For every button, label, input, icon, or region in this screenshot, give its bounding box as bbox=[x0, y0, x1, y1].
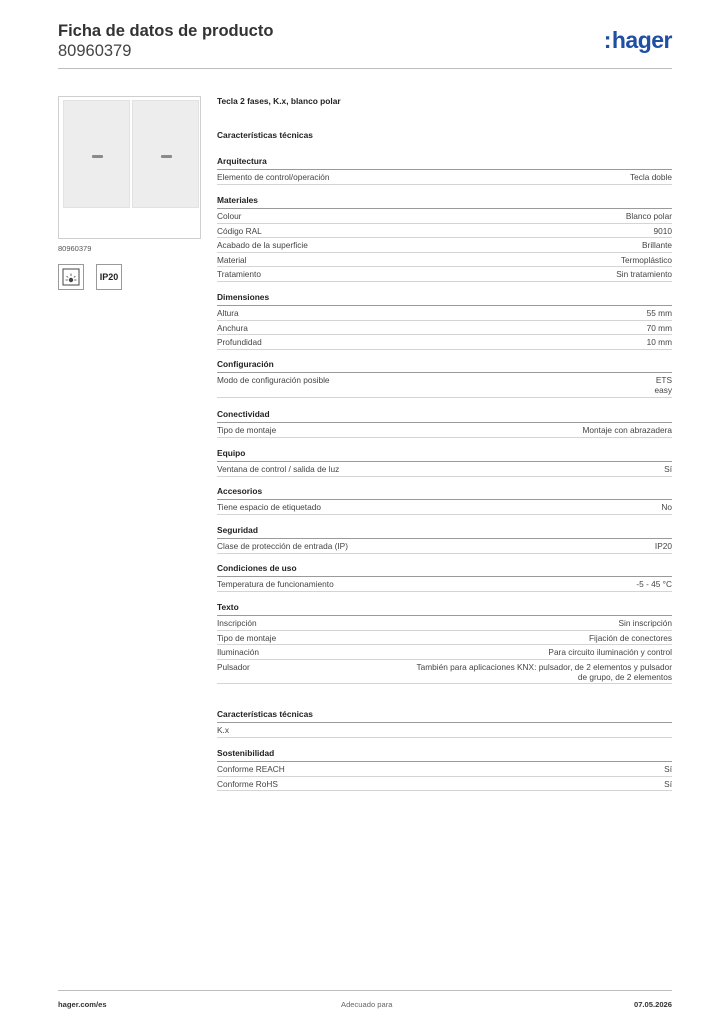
footer-date: 07.05.2026 bbox=[633, 1000, 672, 1009]
footer-website: hager.com/es bbox=[58, 1000, 107, 1009]
spec-value-line: Para circuito iluminación y control bbox=[548, 647, 672, 657]
spec-value-line: IP20 bbox=[654, 541, 672, 551]
spec-row bbox=[217, 462, 672, 477]
spec-label: Inscripción bbox=[217, 618, 257, 628]
spec-label: Pulsador bbox=[217, 661, 250, 672]
product-title: Tecla 2 fases, K.x, blanco polar bbox=[217, 96, 341, 106]
spec-row bbox=[217, 777, 672, 792]
spec-row bbox=[217, 335, 672, 350]
section-title: Condiciones de uso bbox=[217, 563, 672, 577]
spec-value bbox=[286, 779, 672, 789]
page-header bbox=[58, 21, 672, 69]
spec-value bbox=[249, 211, 672, 221]
spec-row bbox=[217, 267, 672, 282]
spec-row bbox=[217, 577, 672, 592]
image-caption: 80960379 bbox=[58, 244, 92, 253]
page-footer bbox=[58, 990, 672, 1014]
spec-row bbox=[217, 209, 672, 224]
light-window-icon-graphic bbox=[59, 265, 83, 289]
rocker-right bbox=[132, 100, 199, 208]
section-seguridad bbox=[217, 525, 672, 554]
spec-value bbox=[338, 172, 672, 182]
rocker-left bbox=[63, 100, 130, 208]
spec-value-line: Sí bbox=[664, 464, 672, 474]
spec-row bbox=[217, 253, 672, 268]
spec-label: Temperatura de funcionamiento bbox=[217, 579, 334, 589]
section-title: Dimensiones bbox=[217, 292, 672, 306]
spec-row bbox=[217, 660, 672, 685]
spec-label: K.x bbox=[217, 725, 229, 735]
spec-label: Anchura bbox=[217, 322, 248, 333]
spec-label: Ventana de control / salida de luz bbox=[217, 464, 340, 474]
section-arquitectura bbox=[217, 156, 672, 185]
spec-row bbox=[217, 238, 672, 253]
spec-value bbox=[338, 375, 672, 395]
section-accesorios bbox=[217, 486, 672, 515]
technical-characteristics-heading: Características técnicas bbox=[217, 130, 313, 140]
spec-value bbox=[316, 240, 672, 250]
section-title: Sostenibilidad bbox=[217, 748, 672, 762]
spec-row bbox=[217, 723, 672, 738]
spec-value bbox=[270, 337, 672, 347]
footer-center-text: Adecuado para bbox=[341, 1000, 393, 1009]
spec-label: Altura bbox=[217, 308, 239, 318]
section-title: Seguridad bbox=[217, 525, 672, 539]
spec-label: Conforme REACH bbox=[217, 764, 285, 774]
spec-value-line: Montaje con abrazadera bbox=[582, 425, 672, 435]
section-title: Equipo bbox=[217, 448, 672, 462]
section-equipo bbox=[217, 448, 672, 477]
spec-value bbox=[329, 502, 672, 512]
spec-value-line: 9010 bbox=[653, 225, 672, 236]
spec-value-line bbox=[237, 725, 672, 735]
section-materiales bbox=[217, 195, 672, 282]
spec-value bbox=[356, 541, 672, 551]
spec-label: Material bbox=[217, 254, 247, 265]
spec-value bbox=[284, 425, 672, 435]
spec-label: Tipo de montaje bbox=[217, 425, 277, 435]
spec-row bbox=[217, 373, 672, 398]
spec-value-line: ETS bbox=[655, 375, 672, 385]
logo-text: hager bbox=[611, 27, 672, 53]
section-condiciones-de-uso bbox=[217, 563, 672, 592]
section-title: Conectividad bbox=[217, 409, 672, 423]
spec-value bbox=[256, 323, 672, 333]
spec-row bbox=[217, 539, 672, 554]
spec-row bbox=[217, 224, 672, 239]
spec-value bbox=[293, 764, 672, 774]
spec-label: Tiene espacio de etiquetado bbox=[217, 502, 321, 512]
spec-value bbox=[265, 618, 672, 628]
spec-row bbox=[217, 423, 672, 438]
section-title: Accesorios bbox=[217, 486, 672, 500]
spec-value-line: 10 mm bbox=[646, 337, 672, 347]
spec-value-line: Blanco polar bbox=[625, 211, 672, 221]
spec-value-line: Fijación de conectores bbox=[588, 632, 672, 643]
spec-value-line: Brillante bbox=[642, 240, 672, 250]
spec-label: Código RAL bbox=[217, 225, 262, 236]
spec-value bbox=[284, 633, 672, 643]
document-title: Ficha de datos de producto bbox=[58, 22, 274, 40]
spec-value bbox=[267, 647, 672, 657]
light-window-icon bbox=[58, 264, 84, 290]
spec-value-line: Sí bbox=[664, 778, 672, 789]
spec-row bbox=[217, 500, 672, 515]
spec-value-line: Sí bbox=[664, 764, 672, 774]
spec-label: Clase de protección de entrada (IP) bbox=[217, 541, 348, 551]
product-reference: 80960379 bbox=[58, 42, 132, 60]
spec-value-line: Sin inscripción bbox=[618, 618, 672, 628]
spec-label: Modo de configuración posible bbox=[217, 375, 330, 385]
spec-value bbox=[269, 269, 672, 279]
spec-value-line: También para aplicaciones KNX: pulsador, de 2 elementos y pulsador bbox=[416, 661, 672, 672]
spec-label: Tratamiento bbox=[217, 269, 261, 279]
spec-value-line: 70 mm bbox=[646, 322, 672, 333]
spec-value bbox=[237, 725, 672, 735]
section-conectividad bbox=[217, 409, 672, 438]
spec-value-line: Sin tratamiento bbox=[616, 269, 672, 279]
spec-label: Profundidad bbox=[217, 337, 262, 347]
spec-row bbox=[217, 170, 672, 185]
spec-row bbox=[217, 645, 672, 660]
spec-value bbox=[342, 579, 672, 589]
spec-value-line: Termoplástico bbox=[620, 254, 672, 265]
spec-value bbox=[270, 226, 672, 236]
section-title: Materiales bbox=[217, 195, 672, 209]
spec-value bbox=[258, 662, 672, 682]
spec-row bbox=[217, 321, 672, 336]
spec-row bbox=[217, 306, 672, 321]
spec-value-line: de grupo, de 2 elementos bbox=[577, 671, 672, 682]
spec-value-line: Tecla doble bbox=[630, 172, 672, 182]
section-title: Texto bbox=[217, 602, 672, 616]
led-indicator bbox=[161, 155, 172, 158]
spec-value bbox=[255, 255, 672, 265]
spec-row bbox=[217, 631, 672, 646]
spec-value-line: -5 - 45 °C bbox=[636, 579, 672, 589]
spec-label: Iluminación bbox=[217, 647, 259, 657]
spec-value-line: 55 mm bbox=[646, 308, 672, 318]
section-configuracion bbox=[217, 359, 672, 398]
section-title: Arquitectura bbox=[217, 156, 672, 170]
spec-value-line: No bbox=[661, 502, 672, 512]
spec-row bbox=[217, 616, 672, 631]
spec-label: Colour bbox=[217, 211, 242, 221]
logo-mark: : bbox=[603, 27, 611, 53]
ip20-badge: IP20 bbox=[96, 264, 122, 290]
section-sostenibilidad bbox=[217, 748, 672, 791]
spec-row bbox=[217, 762, 672, 777]
spec-label: Tipo de montaje bbox=[217, 632, 277, 643]
hager-logo bbox=[604, 27, 672, 53]
led-indicator bbox=[92, 155, 103, 158]
product-image bbox=[58, 96, 201, 239]
section-caracteristicas-tecnicas bbox=[217, 709, 672, 738]
section-texto bbox=[217, 602, 672, 684]
spec-label: Elemento de control/operación bbox=[217, 172, 330, 182]
spec-label: Conforme RoHS bbox=[217, 778, 278, 789]
section-title: Configuración bbox=[217, 359, 672, 373]
section-title: Características técnicas bbox=[217, 709, 672, 723]
spec-value bbox=[247, 308, 672, 318]
spec-value-line: easy bbox=[654, 385, 672, 395]
spec-label: Acabado de la superficie bbox=[217, 240, 308, 250]
spec-value bbox=[347, 464, 672, 474]
section-dimensiones bbox=[217, 292, 672, 350]
